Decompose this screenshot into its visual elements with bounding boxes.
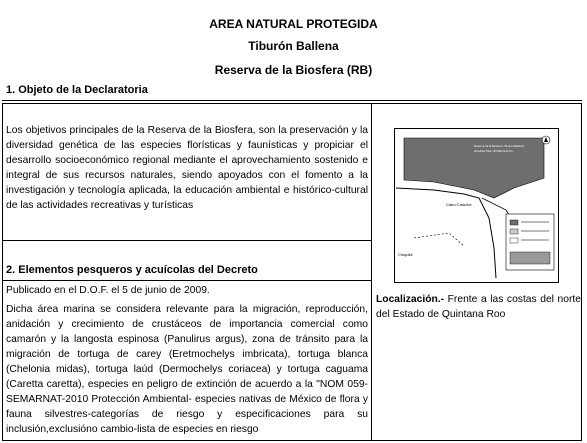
map-coast-label: Chiquilá — [398, 252, 413, 257]
section1-heading: 1. Objeto de la Declaratoria — [6, 84, 148, 96]
location-text — [376, 292, 581, 322]
reserve-map — [394, 128, 559, 283]
section2-heading: 2. Elementos pesqueros y acuícolas del Decreto — [6, 264, 258, 276]
publication-date: Publicado en el D.O.F. el 5 de junio de 2009. — [6, 285, 210, 296]
area-name: Tiburón Ballena — [248, 39, 339, 53]
location-description: Frente a las costas del norte del Estado de Quintana Roo — [376, 294, 581, 320]
north-arrow-icon — [542, 136, 550, 144]
location-label: Localización.- — [376, 294, 445, 305]
page-title: AREA NATURAL PROTEGIDA — [209, 17, 378, 31]
map-place-label: Cabo Catoche — [446, 202, 472, 207]
section2-text: Dicha área marina se considera relevante para la migración, reproducción, anidación y crecimiento de crustáceos de importancia comercial como camarón y la langosta espinosa (Panulirus argus), zona de tránsito para la migración de tortuga de carey (Eretmochelys imbricata), tortuga blanca (Chelonia midas), tortuga laúd (Dermochelys coriacea) y tortuga caguama (Caretta caretta), especies en peligro de extinción de acuerdo a la "NOM 059-SEMARNAT-2010 Protección Ambiental- especies nativas de México de flora y fauna silvestres-categorías de riesgo y especificaciones para su inclusión,exclusióno cambio-lista de especies en riesgo — [6, 304, 368, 435]
area-category: Reserva de la Biosfera (RB) — [214, 63, 373, 77]
map-box-subtitle: Superficie Total: 145,988-22-61 Ha — [474, 150, 513, 153]
section1-text: Los objetivos principales de la Reserva de la Biosfera, son la preservación y la diversidad genética de las especies florísticas y faunísticas y propiciar el desarrollo socioeconómico regional mediante el aprovechamiento sostenido e integral de sus recursos naturales, siendo apoyados con el fomento a la investigación y tecnología aplicada, la educación ambiental e histórico-cultural de las actividades recreativas y turísticas — [6, 125, 368, 211]
map-box-title: Reserva de la Biosfera "Tiburón Ballena" — [474, 144, 525, 148]
